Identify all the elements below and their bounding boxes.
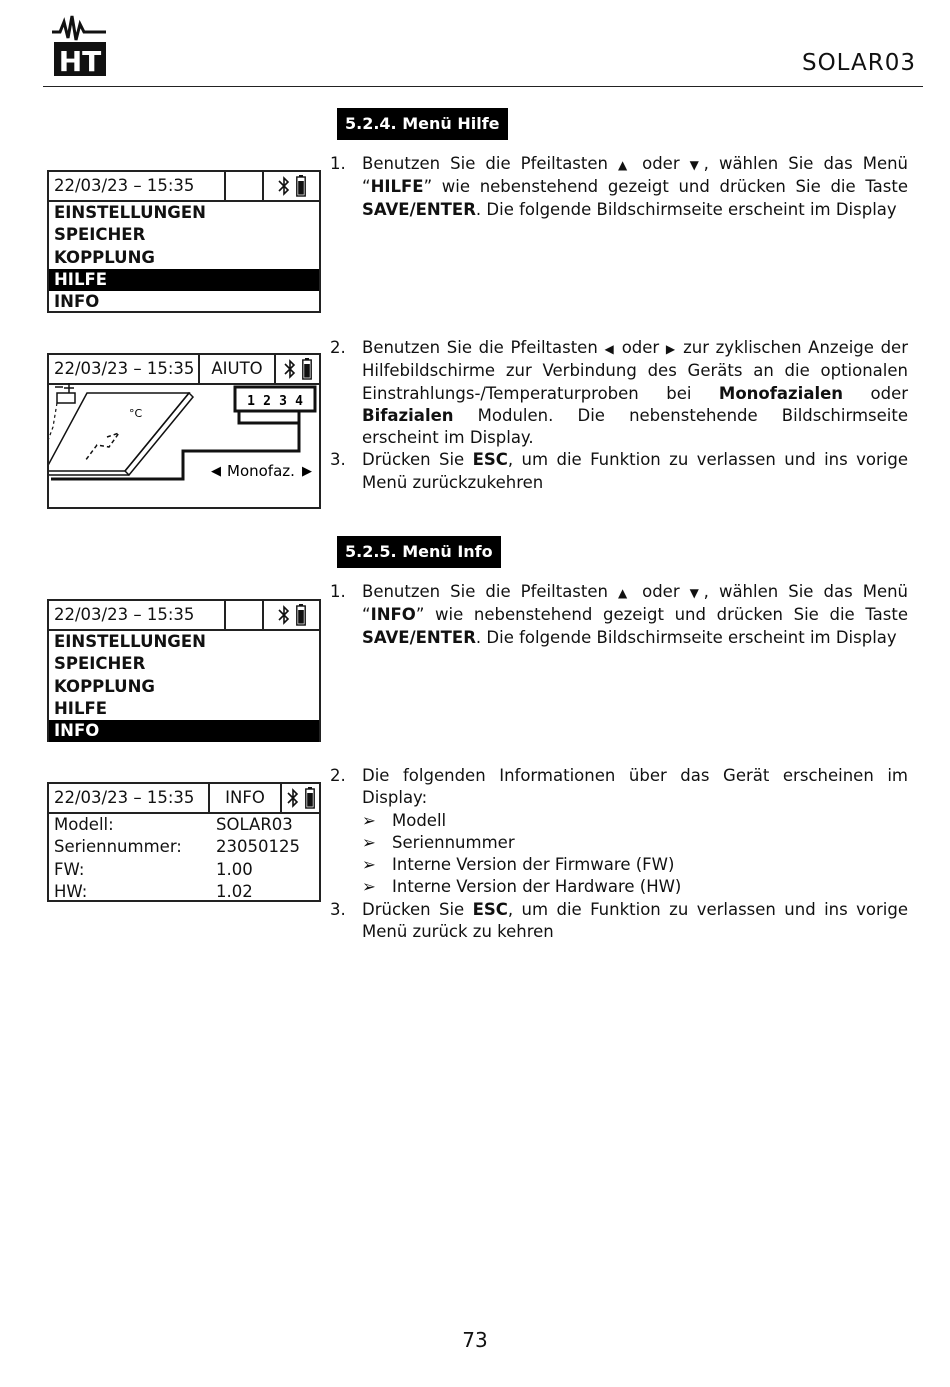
- probe-connection-diagram: [49, 383, 319, 507]
- lcd-mode-label: AIUTO: [200, 355, 276, 383]
- panel-cable: [85, 433, 119, 461]
- step-number: 3.: [330, 450, 346, 470]
- info-list: [49, 814, 319, 903]
- section-heading-info: 5.2.5. Menü Info: [337, 536, 501, 568]
- info-bullet-item: [362, 876, 908, 898]
- menu-item-speicher: SPEICHER: [54, 225, 146, 245]
- lcd-header: [49, 601, 319, 631]
- info-label: FW:: [54, 859, 85, 879]
- menu-item-hilfe-selected: HILFE: [49, 269, 319, 291]
- bullet-arrow-icon: ➢: [362, 832, 376, 852]
- step-text: Die folgenden Informationen über das Gerät erscheinen im Display:: [362, 766, 908, 808]
- menu-item-kopplung: KOPPLUNG: [54, 247, 155, 267]
- info-row-fw: [49, 859, 319, 881]
- lcd-status-icons: [276, 355, 319, 383]
- hilfe-steps-2-3: [330, 337, 908, 494]
- step-number: 2.: [330, 338, 346, 357]
- step-text: Drücken Sie ESC, um die Funktion zu verlassen und ins vorige Menü zurück zu kehren: [362, 899, 908, 942]
- left-arrow-icon: ◀: [211, 464, 221, 479]
- lcd-menu: [49, 202, 319, 313]
- menu-item-info-selected: INFO: [49, 720, 319, 742]
- menu-item-info: INFO: [54, 292, 100, 312]
- info-label: HW:: [54, 881, 88, 901]
- info-label: Modell:: [54, 815, 114, 834]
- cable-1: [239, 411, 299, 423]
- bluetooth-icon: [278, 176, 290, 196]
- bluetooth-icon: [284, 359, 296, 379]
- lcd-mode-label: INFO: [210, 784, 282, 812]
- step-text: Benutzen Sie die Pfeiltasten ▲ oder ▼, wählen Sie das Menü “INFO” wie nebenstehend gezeigt und drücken Sie die Taste SAVE/ENTER. Die folgende Bildschirmseite erscheint im Display: [362, 582, 909, 647]
- bullet-text: Modell: [392, 810, 447, 830]
- page-number: 73: [462, 1328, 488, 1352]
- logo-text: HT: [58, 45, 102, 78]
- bluetooth-icon: [287, 788, 299, 808]
- model-title: SOLAR03: [801, 50, 916, 76]
- info-step1: [330, 581, 908, 649]
- arrow-left-icon: ◀: [604, 342, 616, 356]
- lcd-status-icons: [264, 172, 319, 200]
- info-value: 1.00: [216, 859, 253, 879]
- ht-logo: [50, 10, 108, 78]
- arrow-down-icon: ▼: [689, 586, 704, 600]
- lcd-mode-blank: [226, 172, 264, 200]
- battery-icon: [305, 787, 315, 809]
- lcd-mode-blank: [226, 601, 264, 629]
- bullet-text: Interne Version der Hardware (HW): [392, 877, 682, 897]
- right-arrow-icon: ▶: [302, 464, 312, 479]
- lcd-screen-info: [47, 782, 321, 902]
- lcd-datetime: 22/03/23 – 15:35: [49, 601, 226, 629]
- menu-item-kopplung: KOPPLUNG: [54, 676, 155, 696]
- hilfe-step1: [330, 153, 908, 221]
- lcd-status-icons: [264, 601, 319, 629]
- info-bullet-item: [362, 832, 908, 854]
- arrow-up-icon: ▲: [618, 158, 633, 172]
- lcd-screen-menu-info: [47, 599, 321, 742]
- bullet-arrow-icon: ➢: [362, 810, 376, 830]
- menu-item-speicher: SPEICHER: [54, 654, 146, 674]
- lcd-screen-menu-hilfe: [47, 170, 321, 313]
- lcd-datetime: 22/03/23 – 15:35: [49, 784, 210, 812]
- hilfe-step2: [330, 337, 908, 449]
- info-label: Seriennummer:: [54, 837, 182, 857]
- step-number: 1.: [330, 154, 346, 173]
- section-heading-hilfe: 5.2.4. Menü Hilfe: [337, 108, 508, 140]
- header-rule: [43, 86, 923, 87]
- info-step3: [330, 899, 908, 944]
- battery-icon: [296, 175, 306, 197]
- battery-icon: [296, 604, 306, 626]
- info-value: 1.02: [216, 881, 253, 901]
- port-label-1: 1: [247, 394, 255, 409]
- bullet-text: Interne Version der Firmware (FW): [392, 855, 675, 875]
- lcd-header: [49, 172, 319, 202]
- bullet-text: Seriennummer: [392, 832, 515, 852]
- bluetooth-icon: [278, 605, 290, 625]
- info-steps-2-3: [330, 765, 908, 943]
- menu-item-einstellungen: EINSTELLUNGEN: [54, 632, 206, 651]
- battery-icon: [302, 358, 312, 380]
- lcd-datetime: 22/03/23 – 15:35: [49, 355, 200, 383]
- module-type-label: Monofaz.: [227, 462, 295, 480]
- step-text: Benutzen Sie die Pfeiltasten ▲ oder ▼, wählen Sie das Menü “HILFE” wie nebenstehend gezeigt und drücken Sie die Taste SAVE/ENTER. Die folgende Bildschirmseite erscheint im Display: [362, 154, 909, 219]
- bullet-arrow-icon: ➢: [362, 877, 376, 897]
- bullet-arrow-icon: ➢: [362, 855, 376, 875]
- menu-item-einstellungen: EINSTELLUNGEN: [54, 203, 206, 222]
- lcd-header: [49, 355, 319, 385]
- step-number: 2.: [330, 766, 346, 785]
- irradiance-probe: [57, 393, 75, 403]
- step-text: Benutzen Sie die Pfeiltasten ◀ oder ▶ zur zyklischen Anzeige der Hilfebildschirme zur Verbindung des Geräts an die optionalen Einstrahlungs-/Temperaturproben bei Monofazialen oder Bifazialen Modulen. Die nebenstehende Bildschirmseite erscheint im Display.: [362, 338, 909, 448]
- lcd-menu: [49, 631, 319, 742]
- info-row-modell: [49, 814, 319, 836]
- step-number: 1.: [330, 582, 346, 601]
- port-label-2: 2: [263, 394, 271, 409]
- arrow-up-icon: ▲: [618, 586, 633, 600]
- info-value: SOLAR03: [216, 815, 293, 834]
- step-text: Drücken Sie ESC, um die Funktion zu verlassen und ins vorige Menü zurückzukehren: [362, 450, 908, 492]
- step-number: 3.: [330, 899, 346, 919]
- lcd-datetime: 22/03/23 – 15:35: [49, 172, 226, 200]
- info-row-hw: [49, 881, 319, 903]
- temp-probe-label: °C: [129, 407, 143, 420]
- info-row-seriennummer: [49, 836, 319, 858]
- lcd-screen-help-diagram: [47, 353, 321, 509]
- hilfe-step3: [330, 449, 908, 494]
- lcd-header: [49, 784, 319, 814]
- port-label-3: 3: [279, 394, 287, 409]
- lcd-status-icons: [282, 784, 319, 812]
- info-bullet-item: [362, 810, 908, 832]
- menu-item-hilfe: HILFE: [54, 698, 108, 718]
- info-bullet-item: [362, 854, 908, 876]
- port-label-4: 4: [295, 394, 303, 409]
- arrow-down-icon: ▼: [689, 158, 704, 172]
- info-step2: [330, 765, 908, 810]
- info-value: 23050125: [216, 837, 300, 857]
- solar-panel: [49, 393, 189, 471]
- arrow-right-icon: ▶: [665, 342, 677, 356]
